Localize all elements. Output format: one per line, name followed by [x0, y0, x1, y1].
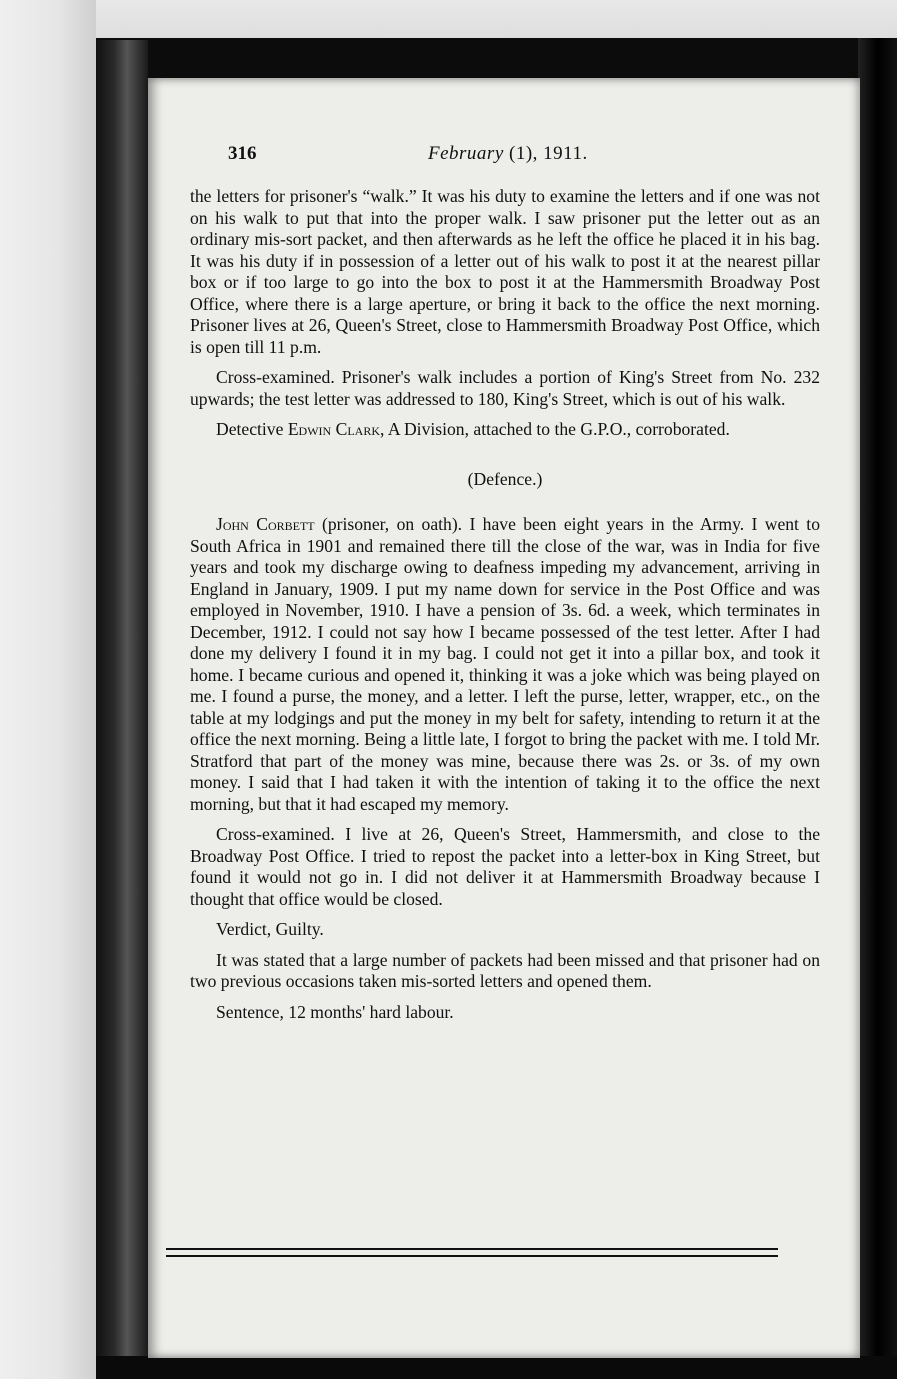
- paragraph-corbett-testimony: [190, 514, 820, 815]
- page-content: [190, 140, 820, 1023]
- body-text: [190, 186, 820, 1023]
- book-spine-left: [96, 40, 148, 1370]
- detective-rest: , A Division, attached to the G.P.O., corroborated.: [380, 419, 730, 439]
- paragraph-detective-clark: [190, 419, 820, 441]
- paragraph-cross-examined-2: Cross-examined. I live at 26, Queen's Street, Hammersmith, and close to the Broadway Post Office. I tried to repost the packet into a letter-box in King Street, but found it would not go in. I did not deliver it at Hammersmith Broadway because I thought that office would be closed.: [190, 824, 820, 909]
- paragraph-stated: It was stated that a large number of packets had been missed and that prisoner had on two previous occasions taken mis-sorted letters and opened them.: [190, 949, 820, 991]
- defence-heading: (Defence.): [467, 468, 543, 489]
- end-rule-double: [166, 1248, 778, 1257]
- running-title-month: February: [428, 143, 504, 164]
- book-edge-bottom: [96, 1356, 897, 1379]
- running-head: [190, 140, 820, 176]
- film-margin-left: [0, 0, 96, 1379]
- page-number: 316: [228, 143, 257, 164]
- prisoner-name-corbett: John Corbett: [216, 514, 315, 534]
- book-edge-right: [858, 38, 897, 1379]
- corbett-testimony-text: (prisoner, on oath). I have been eight years in the Army. I went to South Africa in 1901 and remained there till the close of the war, was in India for five years and took my discharge owing to deafness impeding my advancement, arriving in England in January, 1909. I put my name down for service in the Post Office and was employed in November, 1910. I have a pension of 3s. 6d. a week, which terminates in December, 1912. I could not say how I became possessed of the test letter. After I had done my delivery I found it in my bag. I could not get it into a pillar box, and took it home. I became curious and opened it, thinking it was a joke which was being played on me. I found a purse, the money, and a letter. I left the purse, letter, wrapper, etc., on the table at my lodgings and put the money in my belt for safety, intending to return it at the office the next morning. Being a little late, I forgot to bring the packet with me. I told Mr. Stratford that part of the money was mine, because there was 2s. or 3s. of my own money. I said that I had taken it with the intention of taking it to the office the next morning, but that it had escaped my memory.: [190, 514, 820, 814]
- paragraph-cross-examined-1: Cross-examined. Prisoner's walk includes a portion of King's Street from No. 232 upwards; the test letter was addressed to 180, King's Street, which is out of his walk.: [190, 367, 820, 409]
- sentence: Sentence, 12 months' hard labour.: [216, 1001, 454, 1022]
- paragraph-continued-evidence: the letters for prisoner's “walk.” It was his duty to examine the letters and if one was not on his walk to put that into the proper walk. I saw prisoner put the letter out as an ordinary mis-sort packet, and then afterwards as he left the office he placed it in his bag. It was his duty if in possession of a letter out of his walk to post it at the nearest pillar box or if too large to go into the box to post it at the Hammersmith Broadway Post Office, where there is a large aperture, or bring it back to the office the next morning. Prisoner lives at 26, Queen's Street, close to Hammersmith Broadway Post Office, which is open till 11 p.m.: [190, 186, 820, 357]
- witness-name-clark: Edwin Clark: [287, 419, 381, 439]
- book-edge-top: [96, 38, 897, 78]
- running-title-date: (1), 1911.: [503, 143, 588, 164]
- running-title: [428, 143, 588, 165]
- detective-prefix: Detective: [216, 419, 288, 439]
- verdict: Verdict, Guilty.: [216, 919, 324, 939]
